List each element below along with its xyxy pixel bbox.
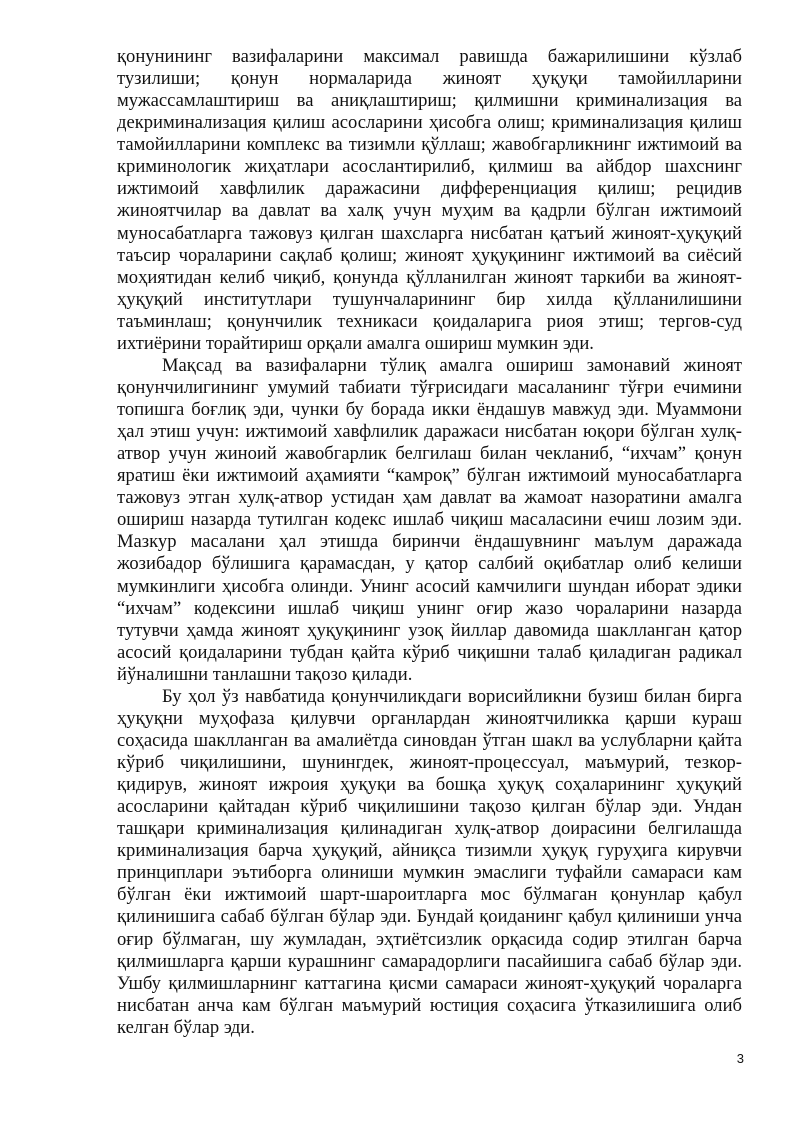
paragraph-1: қонунининг вазифаларини максимал равишда бажарилишини кўзлаб тузилиши; қонун нормаларида жиноят ҳуқуқи тамойилларини мужассамлаштириш ва аниқлаштириш; қилмишни криминализация ва декриминализация қилиш асосларини ҳисобга олиш; криминализация қилиш тамойилларини комплекс ва тизимли қўллаш; жавобгарликнинг ижтимоий ва криминологик жиҳатлари асослантирилиб, қилмиш ва айбдор шахснинг ижтимоий хавфлилик даражасини дифференциация қилиш; рецидив жиноятчилар ва давлат ва халқ учун муҳим ва қадрли бўлган ижтимоий муносабатларга тажовуз қилган шахсларга нисбатан қатъий жиноят-ҳуқуқий таъсир чораларини сақлаб қолиш; жиноят ҳуқуқининг ижтимоий ва сиёсий моҳиятидан келиб чиқиб, қонунда қўлланилган жиноят таркиби ва жиноят-ҳуқуқий институтлари тушунчаларининг бир хилда қўлланилишини таъминлаш; қонунчилик техникаси қоидаларига риоя этиш; тергов-суд ихтиёрини торайтириш орқали амалга ошириш мумкин эди. (117, 46, 742, 354)
page-number: 3 (736, 1051, 744, 1066)
paragraph-2: Мақсад ва вазифаларни тўлиқ амалга ошириш замонавий жиноят қонунчилигининг умумий табиати тўғрисидаги масаланинг тўғри ечимини топишга боғлиқ эди, чунки бу борада икки ёндашув мавжуд эди. Муаммони ҳал этиш учун: ижтимоий хавфлилик даражаси нисбатан юқори бўлган хулқ-атвор учун жиноий жавобгарлик белгилаш билан чекланиб, “ихчам” қонун яратиш ёки ижтимоий аҳамияти “камроқ” бўлган ижтимоий муносабатларга тажовуз этган хулқ-атвор устидан ҳам давлат ва жамоат назоратини амалга ошириш назарда тутилган кодекс ишлаб чиқиш масаласини ечиш лозим эди. Мазкур масалани ҳал этишда биринчи ёндашувнинг маълум даражада жозибадор бўлишига қарамасдан, у қатор салбий оқибатлар олиб келиши мумкинлиги ҳисобга олинди. Унинг асосий камчилиги шундан иборат эдики “ихчам” кодексини ишлаб чиқиш унинг оғир жазо чораларини назарда тутувчи ҳамда жиноят ҳуқуқининг узоқ йиллар давомида шаклланган қатор асосий қоидаларини тубдан қайта кўриб чиқишни талаб қиладиган радикал йўналишни танлашни тақозо қилади. (117, 354, 742, 685)
body-text (117, 46, 742, 1039)
paragraph-3: Бу ҳол ўз навбатида қонунчиликдаги ворисийликни бузиш билан бирга ҳуқуқни муҳофаза қилувчи органлардан жиноятчиликка қарши кураш соҳасида шаклланган ва амалиётда синовдан ўтган шакл ва услубларни қайта кўриб чиқилишини, шунингдек, жиноят-процессуал, маъмурий, тезкор-қидирув, жиноят ижроия ҳуқуқи ва бошқа ҳуқуқ соҳаларининг ҳуқуқий асосларини қайтадан кўриб чиқилишини тақозо қилган бўлар эди. Ундан ташқари криминализация қилинадиган хулқ-атвор доирасини белгилашда криминализация барча ҳуқуқий, айниқса тизимли ҳуқуқ гуруҳига кирувчи принциплари эътиборга олиниши мумкин эмаслиги туфайли самараси кам бўлган ёки ижтимоий шарт-шароитларга мос бўлмаган қонунлар қабул қилинишига сабаб бўлган бўлар эди. Бундай қоиданинг қабул қилиниши унча оғир бўлмаган, шу жумладан, эҳтиётсизлик орқасида содир этилган барча қилмишларга қарши курашнинг самарадорлиги пасайишига сабаб бўлар эди. Ушбу қилмишларнинг каттагина қисми самараси жиноят-ҳуқуқий чораларга нисбатан анча кам бўлган маъмурий юстиция соҳасига ўтказилишига олиб келган бўлар эди. (117, 685, 742, 1038)
